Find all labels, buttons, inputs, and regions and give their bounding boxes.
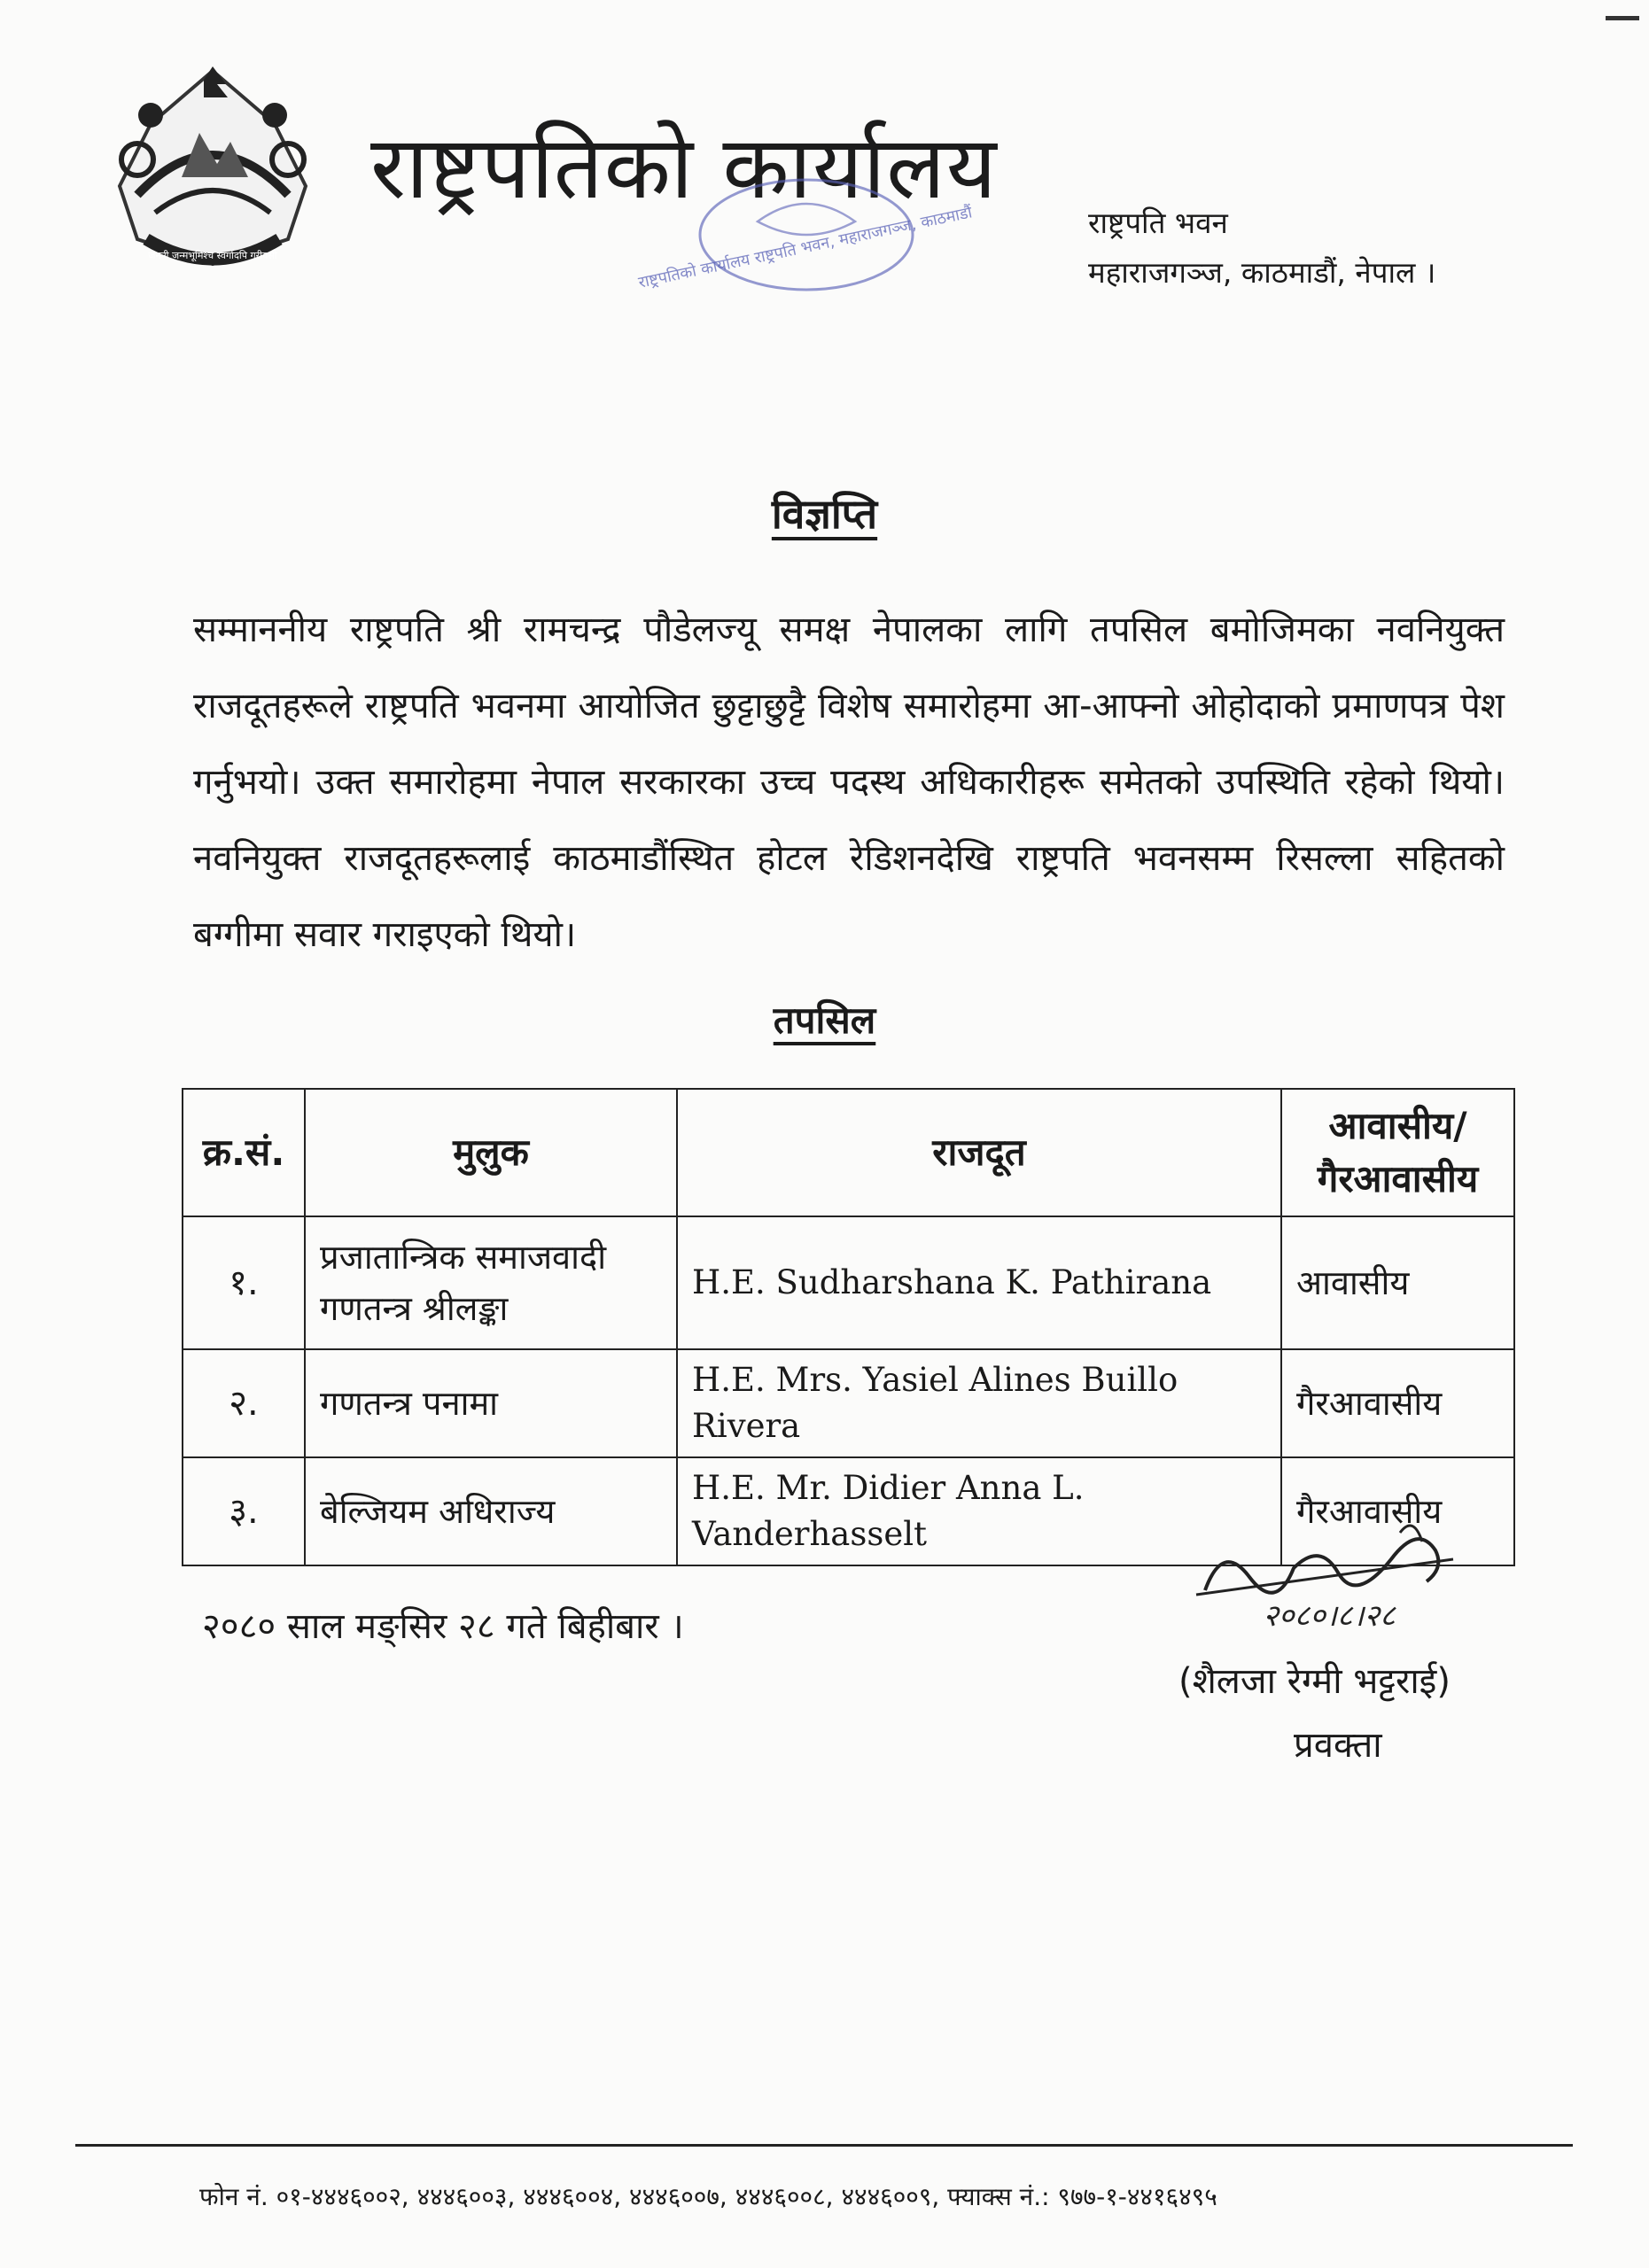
address-line-1: राष्ट्रपति भवन [1088, 206, 1228, 240]
row-residency: गैरआवासीय [1281, 1349, 1514, 1457]
issue-date: २०८० साल मङ्सिर २८ गते बिहीबार । [202, 1606, 684, 1647]
svg-text:२०८०।८।२८: २०८०।८।२८ [1263, 1598, 1396, 1634]
office-address [1088, 198, 1435, 298]
footer-divider [75, 2144, 1573, 2147]
corner-scan-mark [1606, 16, 1639, 20]
notice-body: सम्माननीय राष्ट्रपति श्री रामचन्द्र पौडेलज्यू समक्ष नेपालका लागि तपसिल बमोजिमका नवनियुक्त राजदूतहरूले राष्ट्रपति भवनमा आयोजित छुट्टाछुट्टै विशेष समारोहमा आ-आफ्नो ओहोदाको प्रमाणपत्र पेश गर्नुभयो। उक्त समारोहमा नेपाल सरकारका उच्च पदस्थ अधिकारीहरू समेतको उपस्थिति रहेको थियो। नवनियुक्त राजदूतहरूलाई काठमाडौंस्थित होटल रेडिशनदेखि राष्ट्रपति भवनसम्म रिसल्ला सहितको बग्गीमा सवार गराइएको थियो। [193, 610, 1505, 955]
schedule-heading: तपसिल [773, 998, 876, 1042]
row-serial: ३. [183, 1457, 305, 1565]
row-country: गणतन्त्र पनामा [305, 1349, 677, 1457]
table-row [183, 1216, 1514, 1349]
signatory-title: प्रवक्ता [1294, 1725, 1382, 1766]
column-header-serial: क्र.सं. [183, 1089, 305, 1216]
office-title: राष्ट्रपतिको कार्यालय [370, 118, 998, 219]
address-line-2: महाराजगञ्ज, काठमाडौं, नेपाल । [1088, 255, 1436, 290]
row-ambassador: H.E. Mr. Didier Anna L. Vanderhasselt [677, 1457, 1281, 1565]
table-header-row [183, 1089, 1514, 1216]
column-header-ambassador: राजदूत [677, 1089, 1281, 1216]
row-residency: गैरआवासीय [1281, 1457, 1514, 1565]
svg-text:राष्ट्रपतिको कार्यालय राष्ट्रप: राष्ट्रपतिको कार्यालय राष्ट्रपति भवन, महाराजगञ्ज, काठमाडौं [636, 203, 974, 292]
column-header-country: मुलुक [305, 1089, 677, 1216]
signatory-name: (शैलजा रेग्मी भट्टराई) [1178, 1661, 1451, 1702]
nepal-emblem-icon [84, 62, 341, 279]
notice-heading: विज्ञप्ति [771, 490, 878, 538]
row-country: बेल्जियम अधिराज्य [305, 1457, 677, 1565]
row-country: प्रजातान्त्रिक समाजवादी गणतन्त्र श्रीलङ्का [305, 1216, 677, 1349]
svg-text:जननी जन्मभूमिश्च स्वर्गादपि गर: जननी जन्मभूमिश्च स्वर्गादपि गरीयसी [148, 250, 277, 261]
row-serial: १. [183, 1216, 305, 1349]
footer-contact: फोन नं. ०१-४४४६००२, ४४४६००३, ४४४६००४, ४४४६००७, ४४४६००८, ४४४६००९, फ्याक्स नं.: ९७७-१-४४१६४९५ [199, 2182, 1217, 2211]
row-serial: २. [183, 1349, 305, 1457]
row-residency: आवासीय [1281, 1216, 1514, 1349]
column-header-residency: आवासीय/ गैरआवासीय [1281, 1089, 1514, 1216]
table-row [183, 1349, 1514, 1457]
office-seal-stamp [636, 168, 974, 319]
row-ambassador: H.E. Mrs. Yasiel Alines Buillo Rivera [677, 1349, 1281, 1457]
row-ambassador: H.E. Sudharshana K. Pathirana [677, 1216, 1281, 1349]
handwritten-signature [1187, 1506, 1471, 1639]
ambassador-table [182, 1088, 1513, 1566]
